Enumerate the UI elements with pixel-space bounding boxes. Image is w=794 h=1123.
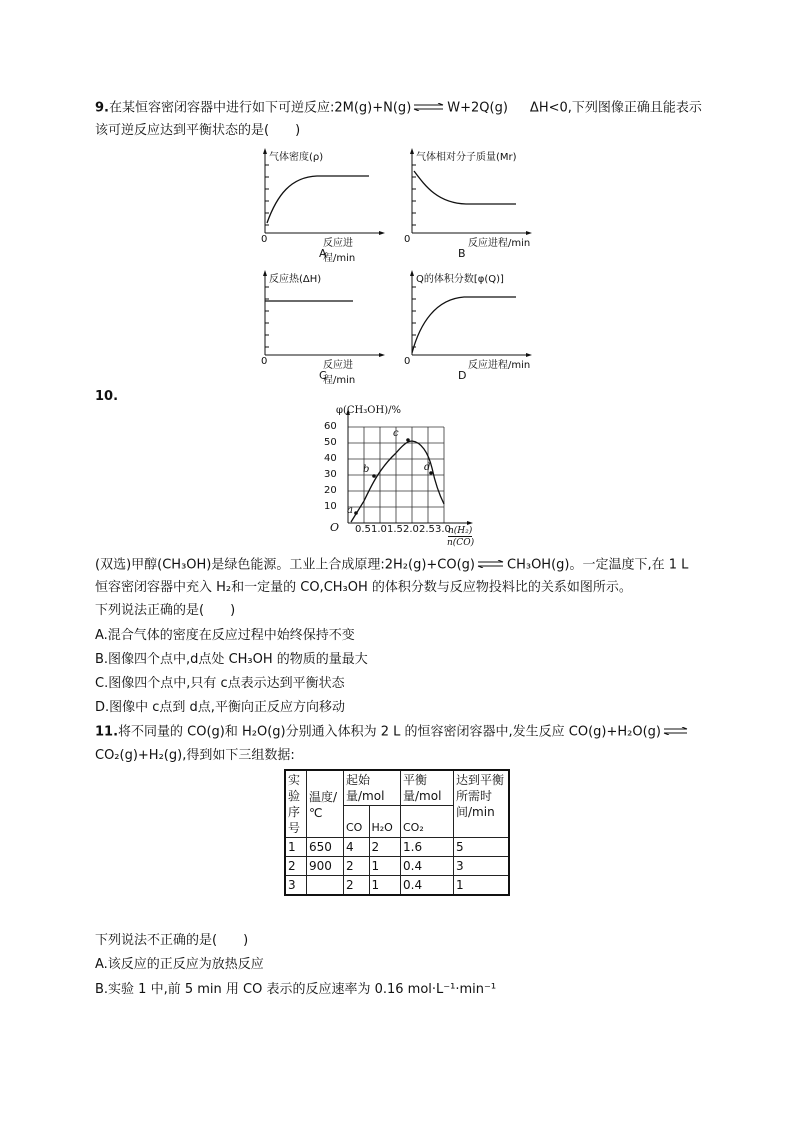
cell-exp: 2: [285, 857, 307, 876]
q10-label-d: d: [424, 462, 431, 473]
q10-ytick-60: 60: [324, 421, 337, 432]
q10-curve: [351, 441, 444, 522]
q10-label-a: a: [347, 505, 353, 516]
cell-time: 5: [454, 838, 510, 857]
q10-origin: O: [330, 521, 340, 534]
equilibrium-arrow-icon: [413, 99, 445, 117]
cell-co: 4: [344, 838, 370, 857]
graph-c-xlabel: 反应进程/min: [323, 360, 356, 386]
q10-stem-line1: [95, 556, 688, 575]
q11-option-a: A.该反应的正反应为放热反应: [95, 957, 264, 972]
q10-stem-part2: CH₃OH(g)。一定温度下,在 1 L: [507, 557, 689, 573]
q10-option-a: A.混合气体的密度在反应过程中始终保持不变: [95, 628, 355, 643]
q11-number: 11.: [95, 724, 119, 740]
graph-d-xlabel: 反应进程/min: [468, 360, 531, 371]
table-header-row: [285, 770, 509, 806]
q9-graph-c: [255, 267, 385, 387]
cell-h2o: 1: [369, 876, 401, 896]
equilibrium-arrow-icon: [663, 723, 689, 741]
graph-a-tag: A: [319, 247, 327, 260]
q9-number: 9.: [95, 100, 109, 116]
cell-h2o: 1: [369, 857, 401, 876]
cell-time: 3: [454, 857, 510, 876]
header-experiment: 实验序号: [285, 770, 307, 838]
graph-a-xlabel: 反应进程/min: [323, 238, 356, 264]
cell-h2o: 2: [369, 838, 401, 857]
graph-c-origin: 0: [261, 356, 268, 367]
cell-co2: 0.4: [401, 857, 454, 876]
graph-d-origin: 0: [404, 356, 411, 367]
q10-ylabel: φ(CH₃OH)/%: [336, 405, 401, 416]
subheader-h2o: H₂O: [369, 806, 401, 838]
cell-co2: 1.6: [401, 838, 454, 857]
q9-stem-line1: [95, 99, 702, 118]
cell-temp: [307, 876, 344, 896]
q11-stem-line3: 下列说法不正确的是( ): [95, 933, 249, 948]
q10-ytick-20: 20: [324, 485, 337, 496]
point-c: [406, 438, 410, 442]
q9-stem-part3: ΔH<0,下列图像正确且能表示: [529, 100, 702, 116]
cell-exp: 3: [285, 876, 307, 896]
q10-stem-line3: 下列说法正确的是( ): [95, 603, 236, 618]
table-row: [285, 838, 509, 857]
cell-co: 2: [344, 876, 370, 896]
cell-temp: 900: [307, 857, 344, 876]
point-a: [354, 511, 358, 515]
header-initial-amount: 起始量/mol: [344, 770, 401, 806]
cell-exp: 1: [285, 838, 307, 857]
q10-xtick-1-0: 1.0: [371, 524, 387, 535]
q10-number: 10.: [95, 389, 119, 404]
q10-ytick-40: 40: [324, 453, 337, 464]
q10-xlabel-den: n(CO): [447, 538, 475, 548]
q10-xtick-2-0: 2.0: [403, 524, 419, 535]
q9-graph-b: [402, 145, 537, 265]
q10-label-c: c: [393, 428, 399, 439]
q10-ytick-30: 30: [324, 469, 337, 480]
graph-a-ylabel: 气体密度(ρ): [269, 152, 324, 163]
cell-co: 2: [344, 857, 370, 876]
graph-c-tag: C: [319, 369, 327, 382]
graph-b-origin: 0: [404, 234, 411, 245]
q11-stem-line1: [95, 723, 689, 742]
q10-stem-line2: 恒容密闭容器中充入 H₂和一定量的 CO,CH₃OH 的体积分数与反应物投料比的关系如图所示。: [95, 580, 632, 595]
q9-stem-line2: 该可逆反应达到平衡状态的是( ): [95, 123, 301, 138]
table-row: [285, 876, 509, 896]
q9-graph-a: [255, 145, 385, 265]
graph-a-curve: [267, 176, 369, 223]
q10-xtick-2-5: 2.5: [419, 524, 435, 535]
q10-stem-part1: (双选)甲醇(CH₃OH)是绿色能源。工业上合成原理:2H₂(g)+CO(g): [95, 557, 475, 573]
q9-stem-part2: W+2Q(g): [447, 100, 508, 116]
graph-b-tag: B: [458, 247, 466, 260]
graph-d-curve: [412, 297, 516, 353]
header-equilibrium-amount: 平衡量/mol: [401, 770, 454, 806]
graph-b-xlabel: 反应进程/min: [468, 238, 531, 249]
graph-d-tag: D: [458, 369, 467, 382]
graph-c-ylabel: 反应热(ΔH): [269, 274, 322, 285]
q10-grid: [348, 427, 444, 523]
graph-d-ylabel: Q的体积分数[φ(Q)]: [416, 274, 504, 285]
q9-graph-d: [402, 267, 537, 387]
q10-chart: [318, 404, 478, 554]
header-temperature: 温度/℃: [307, 770, 344, 838]
graph-b-ylabel: 气体相对分子质量(Mr): [416, 152, 517, 163]
table-row: [285, 857, 509, 876]
q10-xtick-0-5: 0.5: [355, 524, 371, 535]
cell-time: 1: [454, 876, 510, 896]
subheader-co2: CO₂: [401, 806, 454, 838]
q10-ytick-50: 50: [324, 437, 337, 448]
q11-data-table: [284, 769, 510, 896]
q11-stem-part1: 将不同量的 CO(g)和 H₂O(g)分别通入体积为 2 L 的恒容密闭容器中,发生反应 CO(g)+H₂O(g): [118, 724, 662, 740]
q10-xtick-3-0: 3.0: [435, 524, 451, 535]
q10-number-line: [95, 388, 118, 406]
point-b: [372, 474, 376, 478]
cell-co2: 0.4: [401, 876, 454, 896]
q10-xlabel-num: n(H₂): [448, 526, 473, 536]
header-time: 达到平衡所需时间/min: [454, 770, 510, 838]
q11-stem-line2: CO₂(g)+H₂(g),得到如下三组数据:: [95, 748, 295, 763]
subheader-co: CO: [344, 806, 370, 838]
q10-option-d: D.图像中 c点到 d点,平衡向正反应方向移动: [95, 700, 345, 715]
q9-stem-part1: 在某恒容密闭容器中进行如下可逆反应:2M(g)+N(g): [108, 100, 412, 116]
q10-xtick-1-5: 1.5: [387, 524, 403, 535]
graph-b-curve: [414, 171, 516, 204]
q11-option-b: B.实验 1 中,前 5 min 用 CO 表示的反应速率为 0.16 mol·L⁻¹·min⁻¹: [95, 982, 497, 997]
graph-a-origin: 0: [261, 234, 268, 245]
q10-option-c: C.图像四个点中,只有 c点表示达到平衡状态: [95, 676, 345, 691]
q10-option-b: B.图像四个点中,d点处 CH₃OH 的物质的量最大: [95, 652, 368, 667]
q10-ytick-10: 10: [324, 501, 337, 512]
q10-label-b: b: [363, 464, 370, 475]
equilibrium-arrow-icon: [477, 556, 505, 574]
cell-temp: 650: [307, 838, 344, 857]
